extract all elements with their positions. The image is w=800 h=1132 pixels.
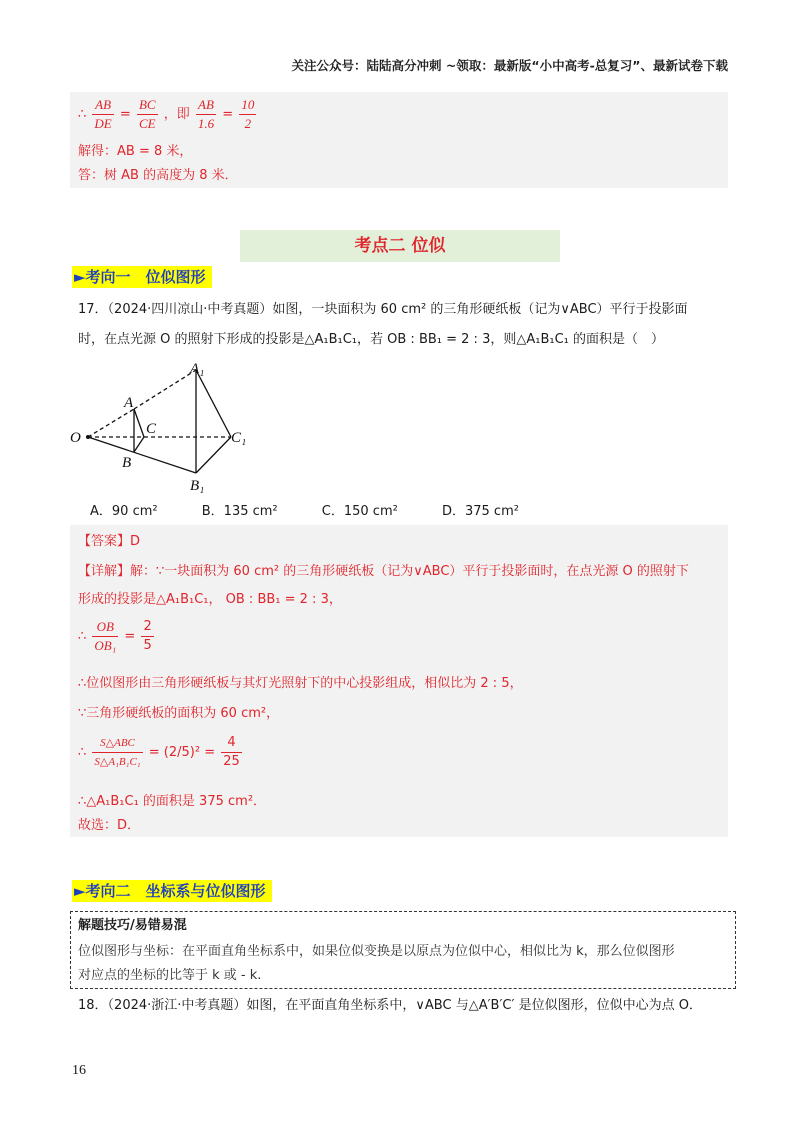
answer-line: 【答案】D (78, 534, 141, 549)
detail-line1: 【详解】解：∵一块面积为 60 cm² 的三角形硬纸板（记为∨ABC）平行于投影面时，在点光源 O 的照射下 (78, 564, 689, 579)
tips-title: 解题技巧/易错易混 (78, 918, 187, 933)
label-B: B (122, 455, 132, 471)
label-B1: B₁ (190, 478, 205, 494)
tips-line1: 位似图形与坐标：在平面直角坐标系中，如果位似变换是以原点为位似中心，相似比为 k，那么位似图形 (78, 944, 675, 959)
detail-ratio: ∴ $\frac{OB}{\text{OB₁}}$ = $\frac{2}{5}$ (78, 619, 152, 653)
prev-solution-line3: 答：树 AB 的高度为 8 米． (78, 168, 238, 183)
label-A: A (124, 395, 134, 411)
detail-line8: 故选：D． (78, 818, 141, 833)
detail-area: ∴ $\frac{\text{S△ABC}}{\text{S△A₁B₁C₁}}$ = (2/5)² = $\frac{4}{25}$ (78, 735, 240, 769)
q17-line2: 时，在点光源 O 的照射下形成的投影是△A₁B₁C₁，若 OB : BB₁ = 2 : 3，则△A₁B₁C₁ 的面积是（ ） (78, 332, 664, 347)
detail-line5: ∵三角形硬纸板的面积为 60 cm²， (78, 706, 280, 721)
q17-options (90, 500, 559, 519)
detail-line2: 形成的投影是△A₁B₁C₁， OB : BB₁ = 2 : 3， (78, 592, 342, 607)
q17-line1: 17．（2024·四川凉山·中考真题）如图，一块面积为 60 cm² 的三角形硬纸板（记为∨ABC）平行于投影面 (78, 302, 688, 317)
detail-line7: ∴△A₁B₁C₁ 的面积是 375 cm²． (78, 794, 267, 809)
page-number: 16 (72, 1063, 86, 1078)
option-d[interactable]: D．375 cm² (441, 504, 519, 519)
label-O: O (70, 430, 81, 446)
tips-line2: 对应点的坐标的比等于 k 或 - k. (78, 968, 262, 983)
option-c[interactable]: C．150 cm² (321, 504, 398, 519)
option-b[interactable]: B．135 cm² (201, 504, 278, 519)
option-a[interactable]: A．90 cm² (90, 504, 158, 519)
page-header: 关注公众号：陆陆高分冲刺 ~领取：最新版“小中高考-总复习”、最新试卷下载 (291, 58, 728, 73)
label-A1: A₁ (190, 361, 205, 377)
direction-2-heading: ►考向二 坐标系与位似图形 (72, 880, 272, 901)
section-title: 考点二 位似 (240, 230, 560, 262)
detail-line4: ∴位似图形由三角形硬纸板与其灯光照射下的中心投影组成，相似比为 2 : 5， (78, 676, 523, 691)
label-C1: C₁ (231, 430, 247, 446)
q18-line1: 18．（2024·浙江·中考真题）如图，在平面直角坐标系中，∨ABC 与△A′B′C′ 是位似图形，位似中心为点 O． (78, 998, 702, 1013)
direction-1-heading: ►考向一 位似图形 (72, 266, 212, 287)
label-C: C (146, 421, 157, 437)
projection-figure (66, 360, 266, 495)
prev-solution-line1: ∴ $\frac{AB}{DE}$ = $\frac{BC}{CE}$ ，即 $\frac{AB}{1.6}$ = $\frac{10}{2}$ (78, 97, 255, 131)
prev-solution-line2: 解得：AB = 8 米， (78, 144, 193, 159)
